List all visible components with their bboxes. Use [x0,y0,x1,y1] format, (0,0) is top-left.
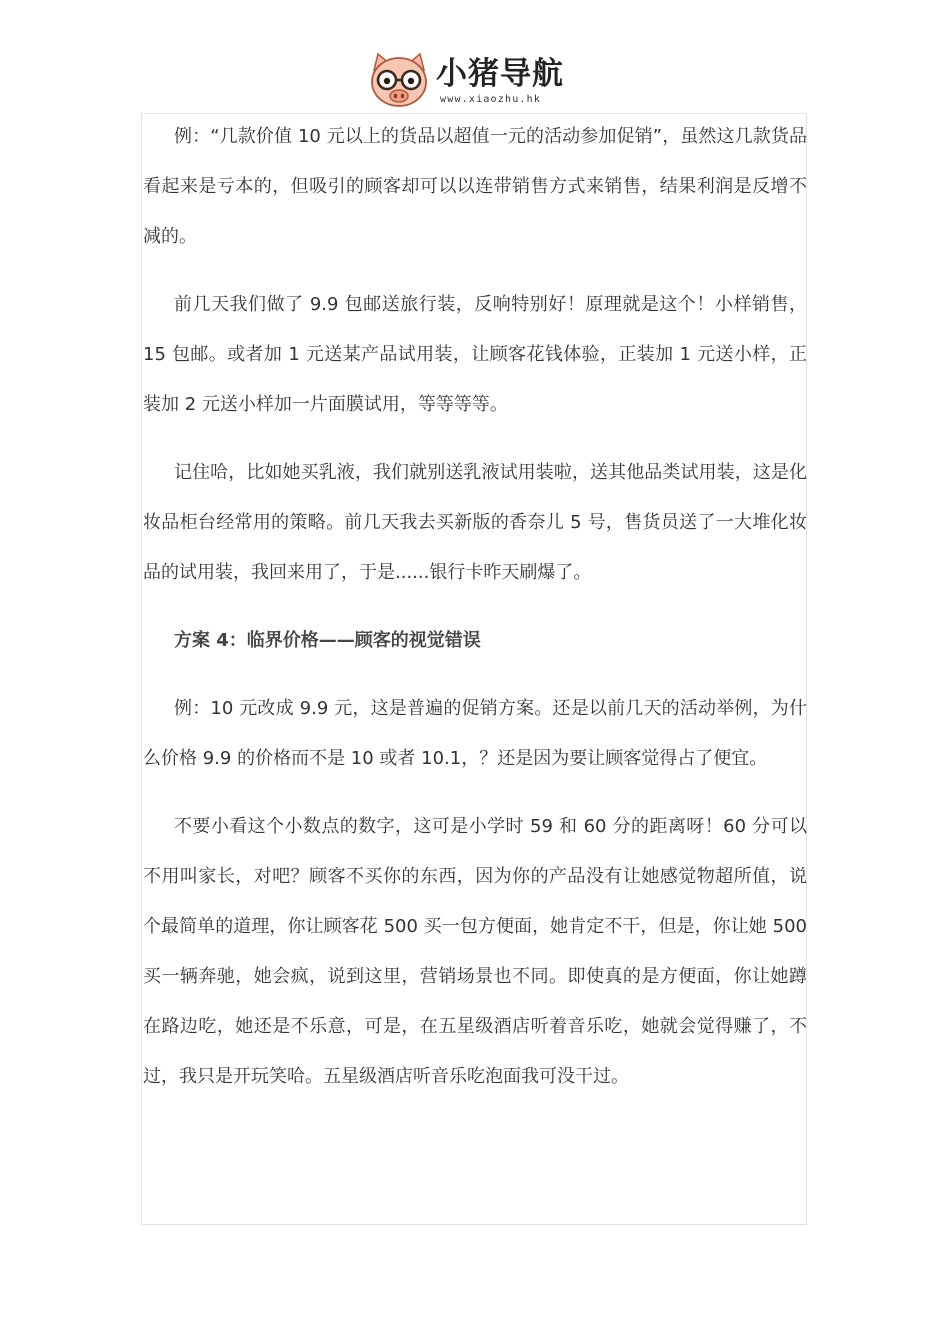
paragraph-samples-strategy: 记住哈，比如她买乳液，我们就别送乳液试用装啦，送其他品类试用装，这是化妆品柜台经常用的策略。前几天我去买新版的香奈儿 5 号，售货员送了一大堆化妆品的试用装，我回来用了，于是......银行卡昨天刷爆了。 [143,462,807,583]
paragraph-travel-kit: 前几天我们做了 9.9 包邮送旅行装，反响特别好！原理就是这个！小样销售，15 包邮。或者加 1 元送某产品试用装，让顾客花钱体验，正装加 1 元送小样，正装加 2 元送小样加一片面膜试用，等等等等。 [143,294,807,415]
pig-logo-icon [368,52,430,110]
section-heading-plan-4: 方案 4：临界价格——顾客的视觉错误 [174,630,481,651]
site-header [368,52,564,110]
brand-url: www.xiaozhu.hk [440,94,542,105]
paragraph-decimal-point: 不要小看这个小数点的数字，这可是小学时 59 和 60 分的距离呀！60 分可以不用叫家长，对吧？顾客不买你的东西，因为你的产品没有让她感觉物超所值，说个最简单的道理，你让顾客花 500 买一包方便面，她肯定不干，但是，你让她 500 买一辆奔驰，她会疯，说到这里，营销场景也不同。即使真的是方便面，你让她蹲在路边吃，她还是不乐意，可是，在五星级酒店听着音乐吃，她就会觉得赚了，不过，我只是开玩笑哈。五星级酒店听音乐吃泡面我可没干过。 [143,816,807,1087]
article-body [143,112,807,1102]
paragraph-critical-price: 例：10 元改成 9.9 元，这是普遍的促销方案。还是以前几天的活动举例，为什么价格 9.9 的价格而不是 10 或者 10.1，？还是因为要让顾客觉得占了便宜。 [143,698,807,769]
paragraph-promo-example: 例：“几款价值 10 元以上的货品以超值一元的活动参加促销”，虽然这几款货品看起来是亏本的，但吸引的顾客却可以以连带销售方式来销售，结果利润是反增不减的。 [143,126,807,247]
brand-title: 小猪导航 [436,56,564,92]
